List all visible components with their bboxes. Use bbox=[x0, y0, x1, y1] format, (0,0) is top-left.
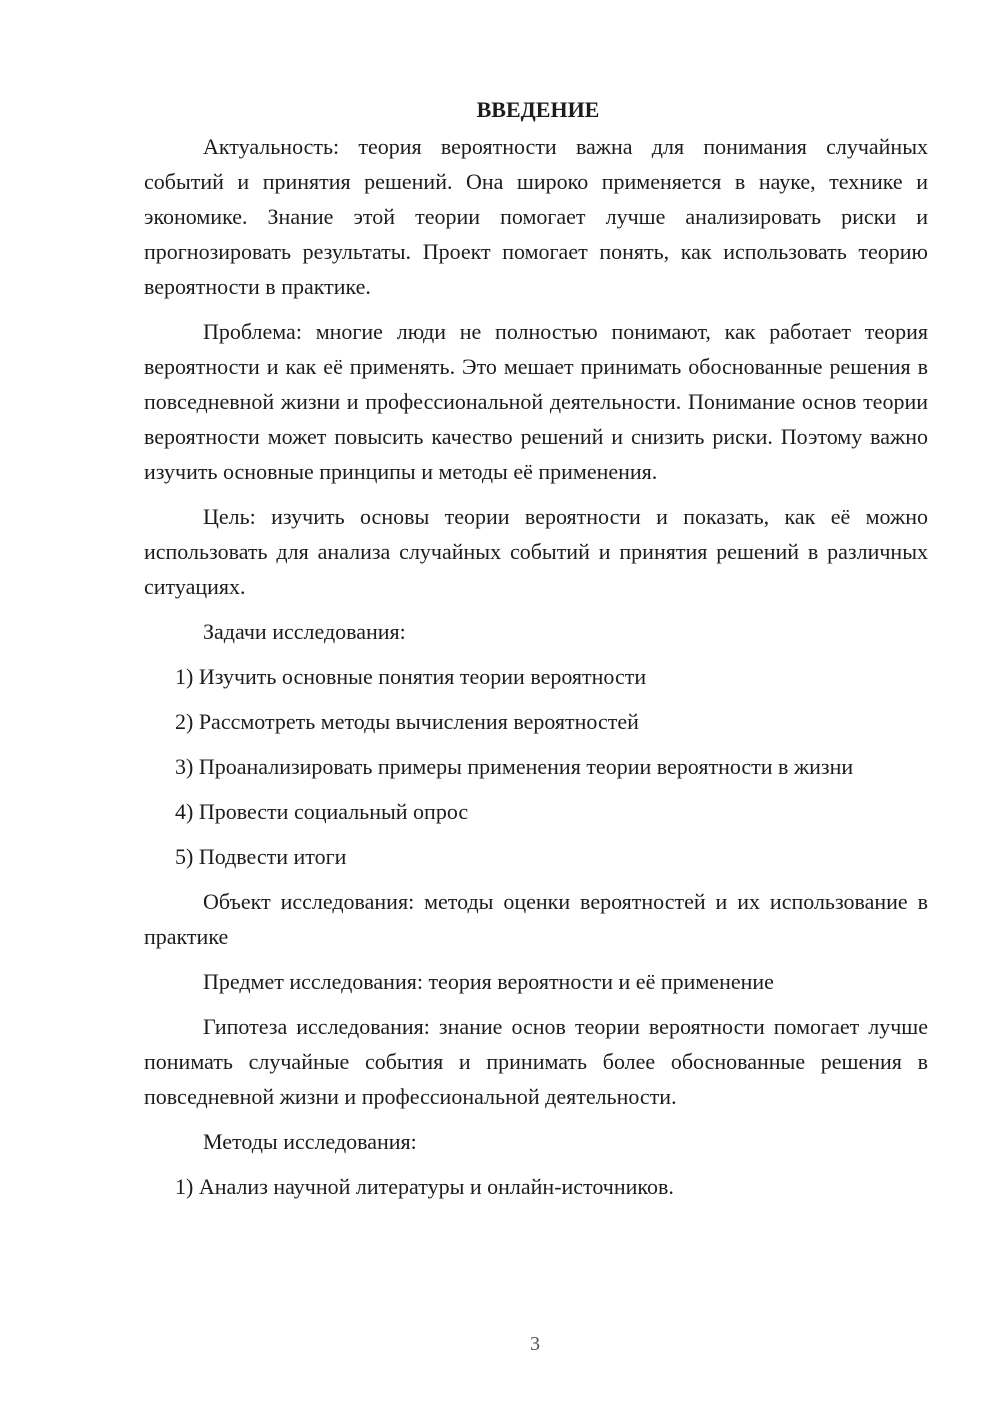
goal-paragraph: Цель: изучить основы теории вероятности и показать, как её можно использовать для анализа случайных событий и принятия решений в различных ситуациях. bbox=[144, 504, 928, 599]
page-number: 3 bbox=[530, 1333, 540, 1355]
task-item-2: 2) Рассмотреть методы вычисления вероятностей bbox=[175, 709, 639, 734]
section-title: ВВЕДЕНИЕ bbox=[476, 97, 600, 122]
methods-heading: Методы исследования: bbox=[203, 1129, 417, 1154]
page-content bbox=[144, 92, 928, 1214]
task-item-5: 5) Подвести итоги bbox=[175, 844, 347, 869]
task-item-3: 3) Проанализировать примеры применения теории вероятности в жизни bbox=[175, 754, 854, 779]
method-item-1: 1) Анализ научной литературы и онлайн-источников. bbox=[175, 1174, 674, 1199]
task-item-1: 1) Изучить основные понятия теории вероятности bbox=[175, 664, 647, 689]
relevance-paragraph: Актуальность: теория вероятности важна для понимания случайных событий и принятия решений. Она широко применяется в науке, технике и экономике. Знание этой теории помогает лучше анализировать риски и прогнозировать результаты. Проект помогает понять, как использовать теорию вероятности в практике. bbox=[144, 134, 928, 299]
object-paragraph: Объект исследования: методы оценки вероятностей и их использование в практике bbox=[144, 889, 928, 949]
hypothesis-paragraph: Гипотеза исследования: знание основ теории вероятности помогает лучше понимать случайные события и принимать более обоснованные решения в повседневной жизни и профессиональной деятельности. bbox=[144, 1014, 928, 1109]
problem-paragraph: Проблема: многие люди не полностью понимают, как работает теория вероятности и как её применять. Это мешает принимать обоснованные решения в повседневной жизни и профессиональной деятельности. Понимание основ теории вероятности может повысить качество решений и снизить риски. Поэтому важно изучить основные принципы и методы её применения. bbox=[144, 319, 928, 484]
tasks-heading: Задачи исследования: bbox=[203, 619, 406, 644]
task-item-4: 4) Провести социальный опрос bbox=[175, 799, 469, 824]
subject-paragraph: Предмет исследования: теория вероятности и её применение bbox=[203, 969, 774, 994]
